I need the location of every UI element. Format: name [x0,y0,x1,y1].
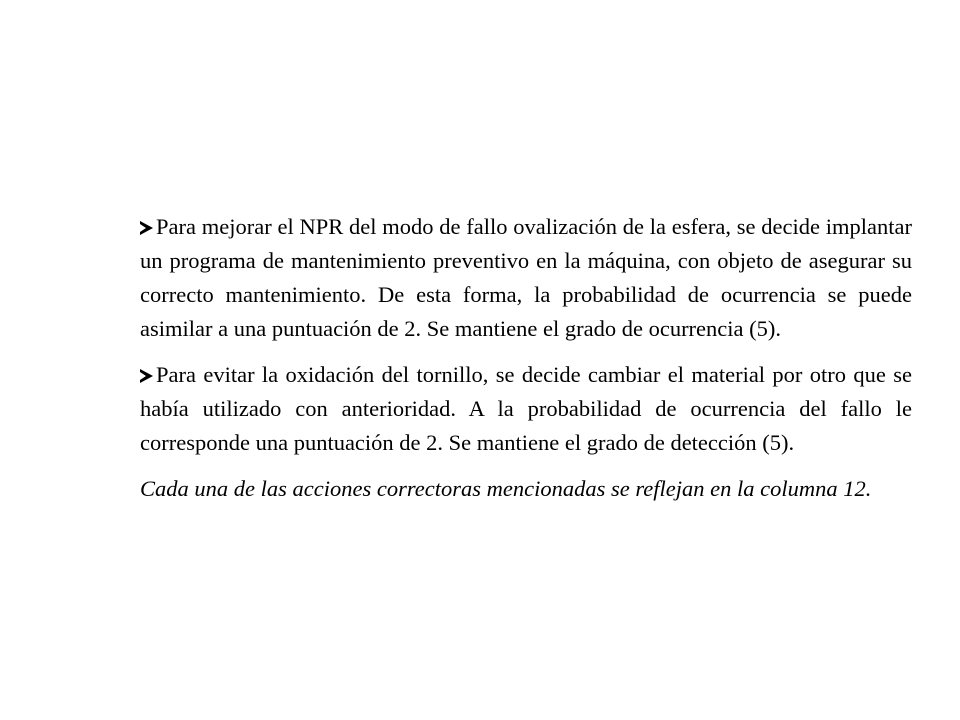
document-body [140,210,912,506]
bullet-paragraph-1-text: Para mejorar el NPR del modo de fallo ovalización de la esfera, se decide implantar un programa de mantenimiento preventivo en la máquina, con objeto de asegurar su correcto mantenimiento. De esta forma, la probabilidad de ocurrencia se puede asimilar a una puntuación de 2. Se mantiene el grado de ocurrencia (5). [140,214,912,341]
bullet-paragraph-2 [140,358,912,460]
bullet-paragraph-2-text: Para evitar la oxidación del tornillo, se decide cambiar el material por otro que se había utilizado con anterioridad. A la probabilidad de ocurrencia del fallo le corresponde una puntuación de 2. Se mantiene el grado de detección (5). [140,362,912,455]
arrow-bullet-icon [140,221,153,235]
bullet-paragraph-1 [140,210,912,346]
closing-note-text: Cada una de las acciones correctoras mencionadas se reflejan en la columna 12. [140,476,872,501]
closing-note [140,472,912,506]
arrow-bullet-icon [140,369,153,383]
